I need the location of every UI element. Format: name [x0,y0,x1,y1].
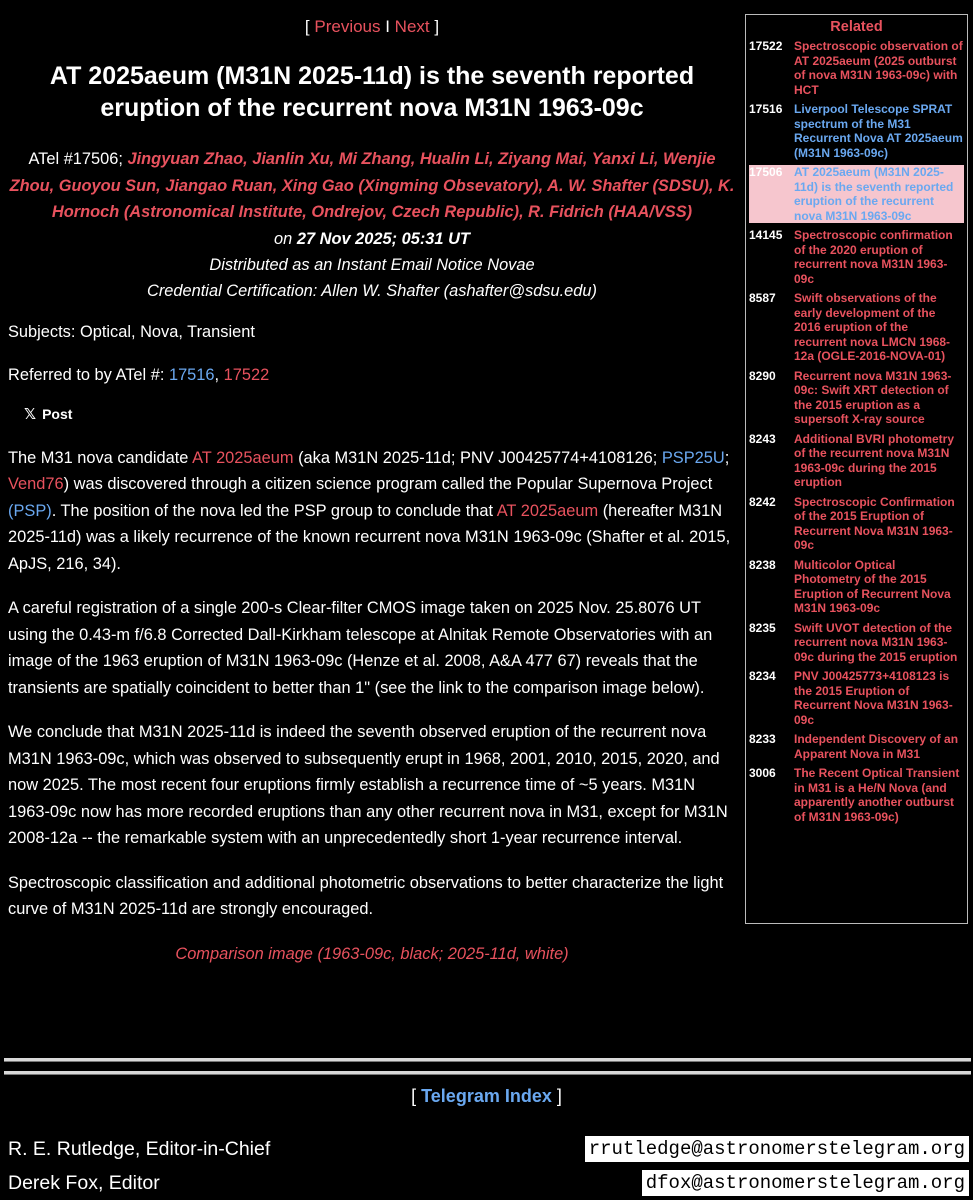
telegram-index-link[interactable]: Telegram Index [421,1086,552,1106]
credential-line: Credential Certification: Allen W. Shafter (ashafter@sdsu.edu) [147,281,597,300]
related-item[interactable] [749,669,964,727]
related-item[interactable] [749,495,964,553]
related-item-number: 17522 [749,39,783,53]
author-list[interactable]: Jingyuan Zhao, Jianlin Xu, Mi Zhang, Hualin Li, Ziyang Mai, Yanxi Li, Wenjie Zhou, Guoyou Sun, Jiangao Ruan, Xing Gao (Xingming Obsevatory), A. W. Shafter (SDSU), K. Hornoch (Astronomical Institute, Ondrejov, Czech Republic), R. Fidrich (HAA/VSS) [9,150,735,221]
related-item-number: 3006 [749,766,776,780]
related-item-number: 14145 [749,228,783,242]
psp-link[interactable]: (PSP) [8,501,52,520]
related-item-number: 8587 [749,291,776,305]
referred-link[interactable]: 17522 [223,365,270,384]
paragraph-discovery: The M31 nova candidate AT 2025aeum (aka M31N 2025-11d; PNV J00425774+4108126; PSP25U; Vend76) was discovered through a citizen science program called the Popular Supernova Project (PSP). The position of the nova led the PSP group to conclude that AT 2025aeum (hereafter M31N 2025-11d) was a likely recurrence of the known recurrent nova M31N 1963-09c (Shafter et al. 2015, ApJS, 216, 34). [8,448,731,573]
editor-email[interactable]: dfox@astronomerstelegram.org [642,1170,969,1196]
related-item[interactable] [749,165,964,223]
related-item-number: 8243 [749,431,776,446]
related-item-number: 8238 [749,557,776,572]
related-item[interactable] [749,766,964,824]
referred-prefix: Referred to by ATel #: [8,365,169,384]
referred-by: Referred to by ATel #: 17516, 17522 [8,365,270,384]
related-item-number: 17506 [749,165,783,179]
related-item[interactable] [749,369,964,427]
distribution-line: Distributed as an Instant Email Notice Novae [209,255,535,274]
nav-close-bracket: ] [429,17,440,36]
related-item-link[interactable]: PNV J00425773+4108123 is the 2015 Eruption of Recurrent Nova M31N 1963-09c [794,669,953,727]
editor-name: Derek Fox, Editor [8,1172,160,1194]
related-item[interactable] [749,432,964,490]
atel-number: ATel #17506; [28,150,128,168]
related-item-link[interactable]: Spectroscopic confirmation of the 2020 eruption of recurrent nova M31N 1963-09c [794,228,953,286]
publish-date: 27 Nov 2025; 05:31 UT [296,229,470,248]
prev-next-nav [8,17,736,37]
divider [4,1071,971,1075]
vend76-link[interactable]: Vend76 [8,475,64,493]
related-item-link[interactable]: Spectroscopic observation of AT 2025aeum (2025 outburst of nova M31N 1963-09c) with HCT [794,39,963,97]
subjects: Subjects: Optical, Nova, Transient [8,322,255,341]
paragraph-conclusion: We conclude that M31N 2025-11d is indeed the seventh observed eruption of the recurrent nova M31N 1963-09c, which was observed to subsequently erupt in 1968, 2001, 2010, 2015, 2020, and now 2025. The most recent four eruptions firmly establish a recurrence time of ~5 years. M31N 1963-09c now has more recorded eruptions than any other recurrent nova in M31, except for M31N 2008-12a -- the remarkable system with an unprecedentedly short 1-year recurrence interval. [8,723,728,847]
editor-name: R. E. Rutledge, Editor-in-Chief [8,1138,271,1160]
related-item-link[interactable]: Multicolor Optical Photometry of the 2015 Eruption of Recurrent Nova M31N 1963-09c [794,557,951,615]
at2025aeum-link[interactable]: AT 2025aeum [192,448,294,467]
related-item-link[interactable]: Swift UVOT detection of the recurrent nova M31N 1963-09c during the 2015 eruption [794,620,958,664]
comparison-image-link[interactable] [8,945,736,964]
related-item[interactable] [749,621,964,665]
paragraph-encouragement: Spectroscopic classification and additional photometric observations to better characterize the light curve of M31N 2025-11d are strongly encouraged. [8,873,724,918]
previous-link[interactable]: Previous [314,17,381,36]
date-prefix: on [274,229,297,248]
related-item-link[interactable]: Additional BVRI photometry of the recurrent nova M31N 1963-09c during the 2015 eruption [794,431,954,489]
related-sidebar [745,14,968,924]
related-item-number: 8290 [749,368,776,383]
related-item-link[interactable]: Independent Discovery of an Apparent Nova in M31 [794,732,959,761]
x-logo-icon: 𝕏 [24,405,37,423]
nav-open-bracket: [ [304,17,315,36]
related-heading: Related [830,19,883,35]
date-line [8,226,736,252]
author-block [8,146,736,226]
editor-email[interactable]: rrutledge@astronomerstelegram.org [585,1136,969,1162]
related-item-link[interactable]: Liverpool Telescope SPRAT spectrum of the M31 Recurrent Nova AT 2025aeum (M31N 1963-09c) [794,102,963,160]
comparison-image-label[interactable]: Comparison image (1963-09c, black; 2025-11d, white) [175,944,569,963]
main-content [8,0,736,964]
divider [4,1058,971,1062]
related-list [749,39,964,824]
telegram-index-nav: [ Telegram Index ] [411,1086,562,1106]
at2025aeum-link[interactable]: AT 2025aeum [496,501,599,520]
related-item-link[interactable]: Recurrent nova M31N 1963-09c: Swift XRT detection of the 2015 eruption as a supersoft X-ray source [794,368,952,426]
related-item[interactable] [749,228,964,286]
referred-link[interactable]: 17516 [168,365,215,384]
related-item-number: 8242 [749,494,776,509]
related-item[interactable] [749,102,964,160]
post-label: Post [42,405,73,422]
nav-separator: I [380,17,395,36]
related-item[interactable] [749,732,964,761]
related-item[interactable] [749,291,964,364]
related-item-link[interactable]: AT 2025aeum (M31N 2025-11d) is the seventh reported eruption of the recurrent nova M31N 1963-09c [794,165,954,223]
page-title: AT 2025aeum (M31N 2025-11d) is the seventh reported eruption of the recurrent nova M31N 1963-09c [49,62,695,122]
related-item[interactable] [749,39,964,97]
related-item-link[interactable]: Spectroscopic Confirmation of the 2015 Eruption of Recurrent Nova M31N 1963-09c [794,494,955,552]
next-link[interactable]: Next [394,17,430,36]
psp25u-link[interactable]: PSP25U [661,448,725,467]
related-item-number: 8235 [749,620,776,635]
related-item-link[interactable]: Swift observations of the early development of the 2016 eruption of the recurrent nova LMCN 1968-12a (OGLE-2016-NOVA-01) [794,291,951,363]
related-item-number: 8234 [749,669,776,683]
related-item-number: 8233 [749,732,776,746]
related-item-link[interactable]: The Recent Optical Transient in M31 is a He/N Nova (and apparently another outburst of M31N 1963-09c) [794,766,960,824]
x-post-button[interactable] [24,405,736,423]
related-item[interactable] [749,558,964,616]
related-item-number: 17516 [749,102,783,116]
paragraph-registration: A careful registration of a single 200-s Clear-filter CMOS image taken on 2025 Nov. 25.8076 UT using the 0.43-m f/6.8 Corrected Dall-Kirkham telescope at Alnitak Remote Observatories with an image of the 1963 eruption of M31N 1963-09c (Henze et al. 2008, A&A 477 67) reveals that the transients are spatially coincident to better than 1" (see the link to the comparison image below). [8,599,713,697]
